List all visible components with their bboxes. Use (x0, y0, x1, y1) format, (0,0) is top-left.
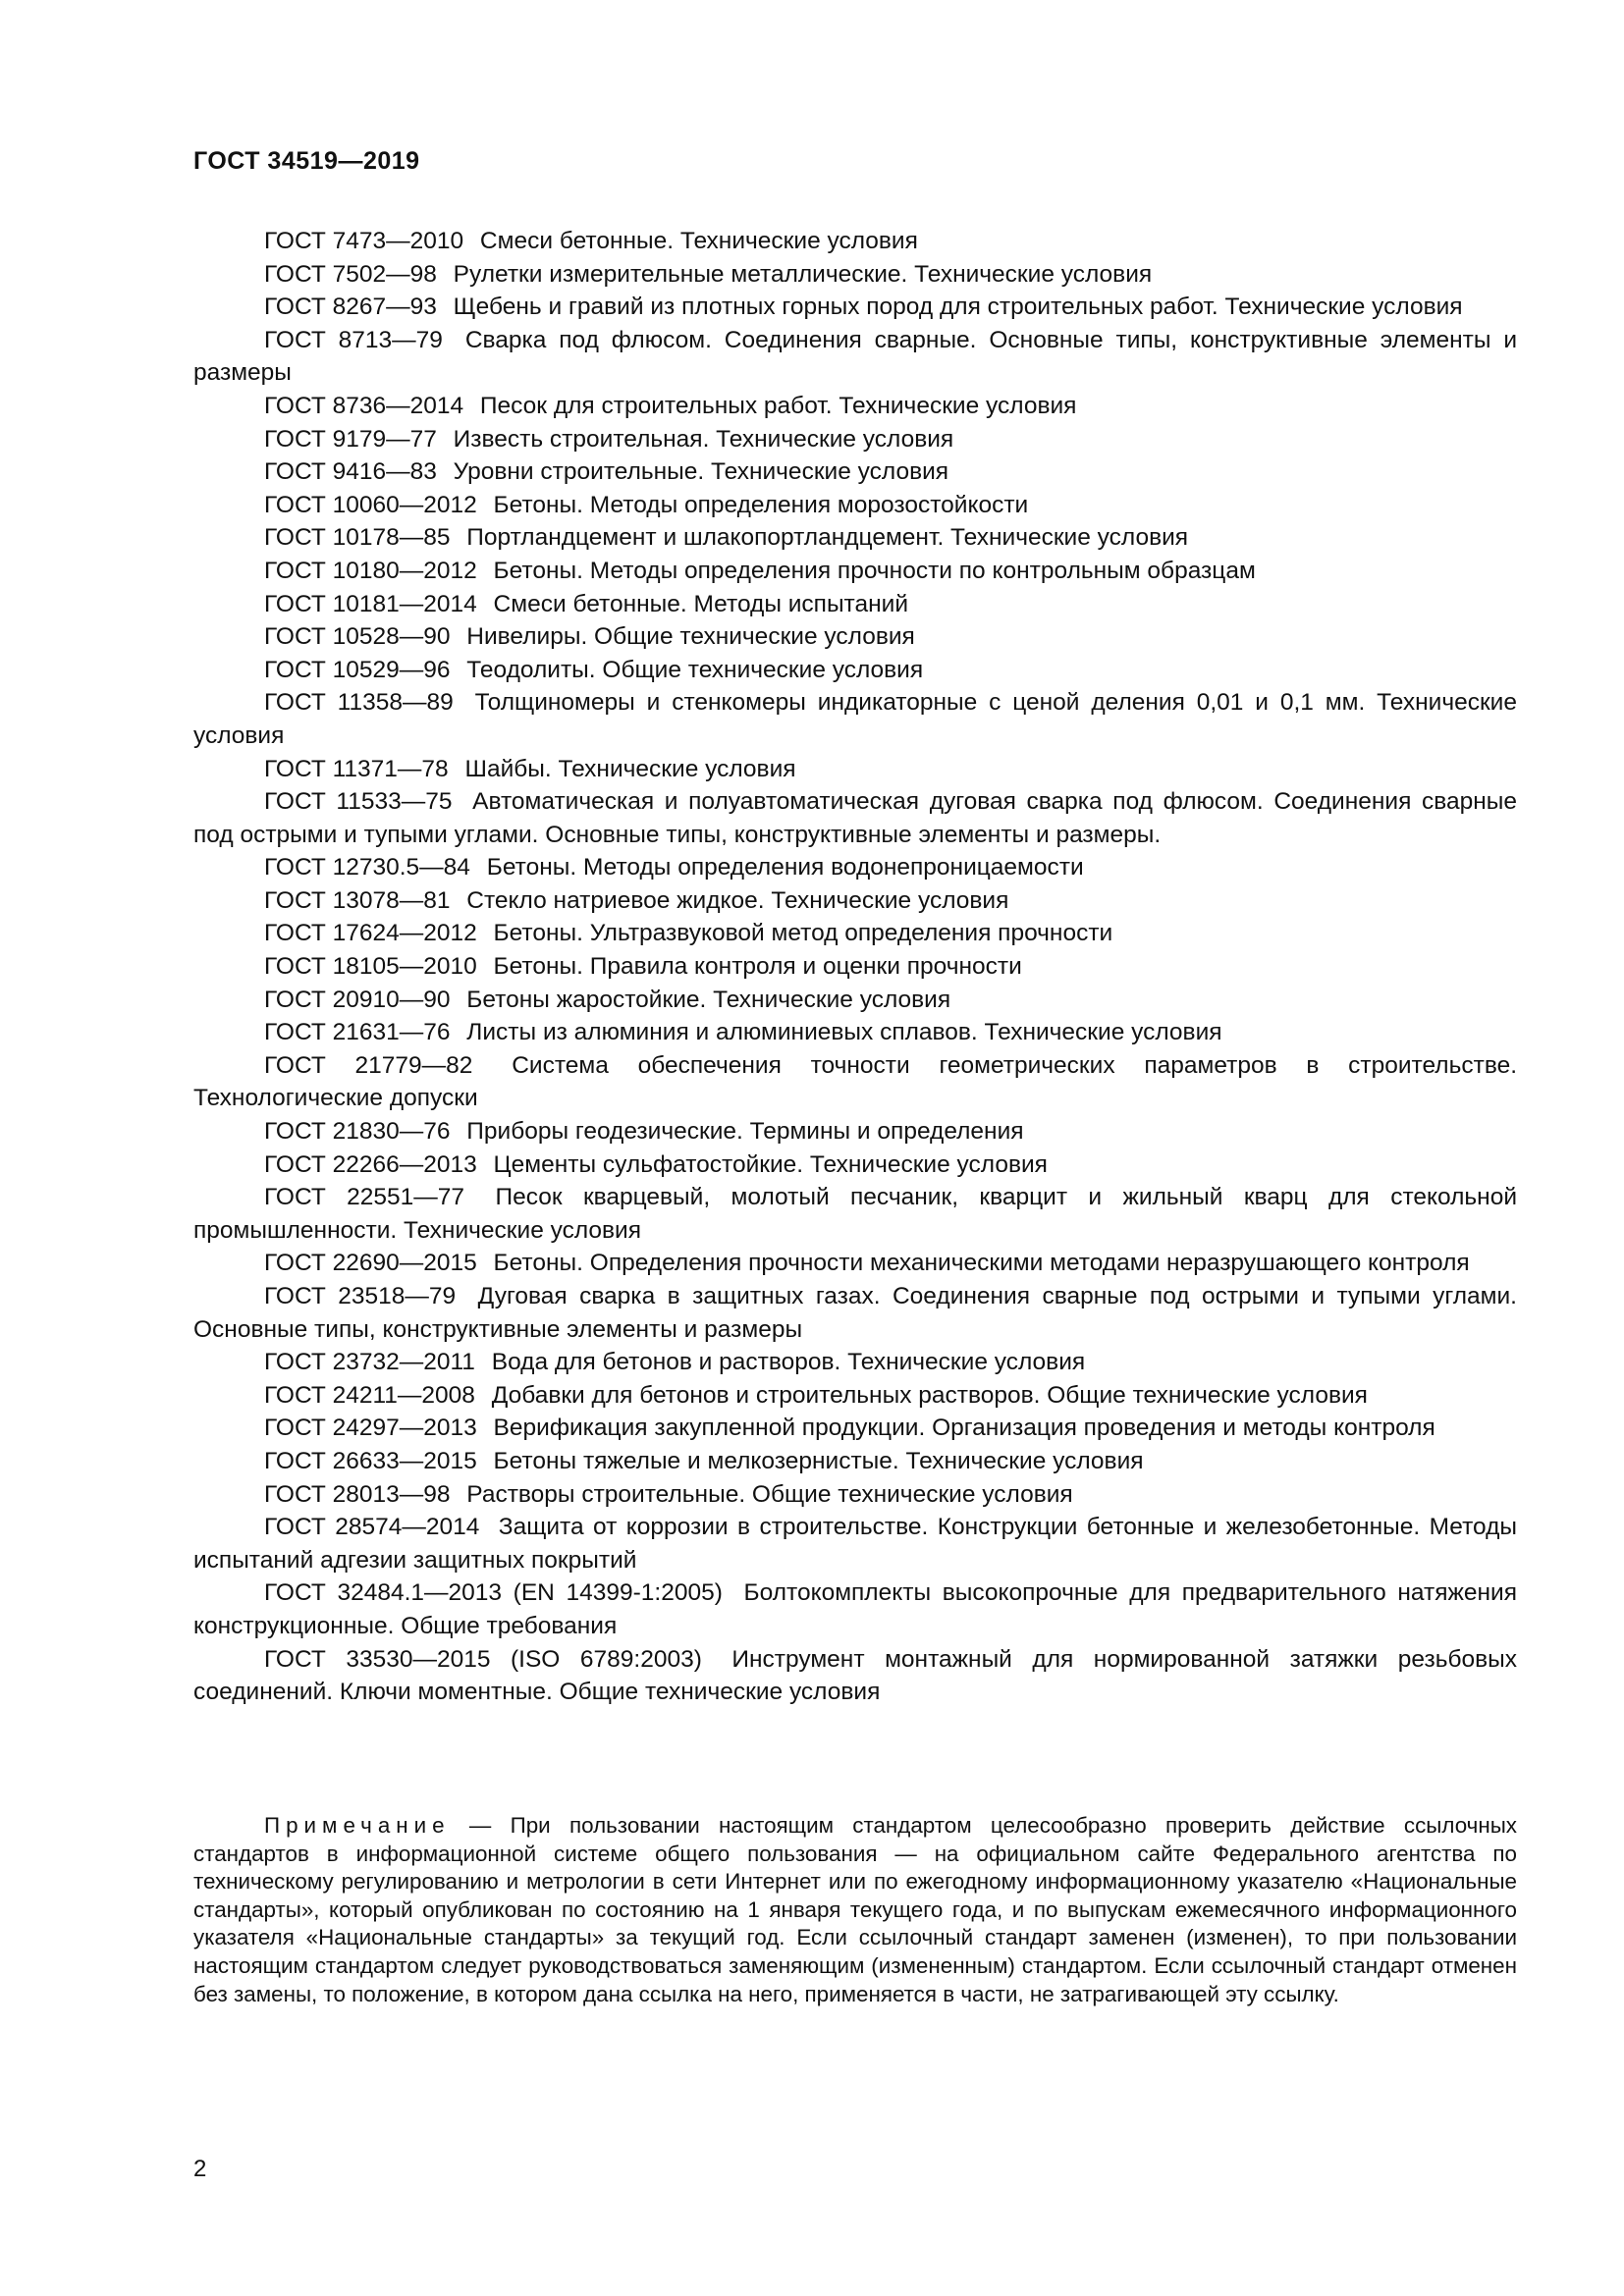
reference-item (193, 258, 1517, 292)
note-text: — При пользовании настоящим стандартом целесообразно проверить действие ссылочных стандартов в информационной системе общего пользования — на официальном сайте Федерального агентства по техническому регулированию и метрологии в сети Интернет или по ежегодному информационному указателю «Национальные стандарты», который опубликован по состоянию на 1 января текущего года, и по выпускам ежемесячного информационного указателя «Национальные стандарты» за текущий год. Если ссылочный стандарт заменен (изменен), то при пользовании настоящим стандартом следует руководствоваться заменяющим (измененным) стандартом. Если ссылочный стандарт отменен без замены, то положение, в котором дана ссылка на него, применяется в части, не затрагивающей эту ссылку. (193, 1813, 1517, 2006)
reference-item (193, 950, 1517, 984)
reference-title: Рулетки измерительные металлические. Технические условия (453, 260, 1153, 288)
reference-code: ГОСТ 9179—77 (264, 425, 437, 453)
reference-title: Автоматическая и полуавтоматическая дуговая сварка под флюсом. Соединения сварные под острыми и тупыми углами. Основные типы, конструктивные элементы и размеры. (193, 788, 1517, 848)
reference-title: Защита от коррозии в строительстве. Конструкции бетонные и железобетонные. Методы испытаний адгезии защитных покрытий (193, 1514, 1518, 1574)
reference-title: Растворы строительные. Общие технические условия (466, 1480, 1073, 1508)
reference-title: Песок для строительных работ. Технические условия (479, 392, 1077, 419)
reference-title: Приборы геодезические. Термины и определения (466, 1118, 1024, 1146)
reference-item (193, 390, 1517, 423)
normative-references-list (193, 225, 1517, 1709)
reference-title: Инструмент монтажный для нормированной затяжки резьбовых соединений. Ключи моментные. Общие технические условия (193, 1645, 1517, 1706)
reference-code: ГОСТ 18105—2010 (264, 953, 477, 981)
reference-item (193, 489, 1517, 522)
reference-code: ГОСТ 13078—81 (264, 886, 451, 914)
reference-item (193, 1049, 1517, 1115)
reference-title: Дуговая сварка в защитных газах. Соединения сварные под острыми и тупыми углами. Основные типы, конструктивные элементы и размеры (193, 1283, 1517, 1343)
reference-code: ГОСТ 22690—2015 (264, 1250, 477, 1277)
reference-code: ГОСТ 32484.1—2013 (EN 14399-1:2005) (264, 1579, 723, 1607)
reference-item (193, 1576, 1517, 1642)
note-label: Примечание (264, 1813, 451, 1838)
reference-title: Щебень и гравий из плотных горных пород для строительных работ. Технические условия (453, 294, 1463, 321)
reference-title: Портландцемент и шлакопортландцемент. Технические условия (466, 524, 1189, 552)
reference-title: Бетоны. Правила контроля и оценки прочности (493, 953, 1022, 981)
reference-code: ГОСТ 22266—2013 (264, 1150, 477, 1178)
reference-code: ГОСТ 21830—76 (264, 1118, 451, 1146)
reference-item (193, 555, 1517, 588)
reference-title: Песок кварцевый, молотый песчаник, кварцит и жильный кварц для стекольной промышленности. Технические условия (193, 1184, 1518, 1244)
reference-item (193, 1280, 1517, 1346)
reference-title: Шайбы. Технические условия (464, 755, 796, 782)
reference-code: ГОСТ 11533—75 (264, 788, 453, 816)
reference-item (193, 1379, 1517, 1413)
note-paragraph (193, 1812, 1517, 2008)
reference-title: Бетоны. Методы определения морозостойкости (493, 491, 1029, 518)
reference-code: ГОСТ 22551—77 (264, 1184, 465, 1211)
reference-item (193, 1346, 1517, 1379)
reference-code: ГОСТ 11371—78 (264, 755, 449, 782)
reference-item (193, 654, 1517, 687)
reference-title: Бетоны. Методы определения водонепроницаемости (486, 854, 1084, 881)
reference-item (193, 1148, 1517, 1182)
reference-code: ГОСТ 24211—2008 (264, 1381, 475, 1409)
reference-title: Толщиномеры и стенкомеры индикаторные с ценой деления 0,01 и 0,1 мм. Технические условия (193, 689, 1517, 749)
reference-title: Верификация закупленной продукции. Организация проведения и методы контроля (493, 1415, 1435, 1442)
reference-code: ГОСТ 10181—2014 (264, 590, 477, 617)
reference-title: Цементы сульфатостойкие. Технические условия (493, 1150, 1048, 1178)
reference-code: ГОСТ 10178—85 (264, 524, 451, 552)
reference-item (193, 1511, 1517, 1576)
reference-code: ГОСТ 7502—98 (264, 260, 437, 288)
reference-code: ГОСТ 28574—2014 (264, 1514, 480, 1541)
reference-item (193, 884, 1517, 918)
reference-item (193, 686, 1517, 752)
reference-code: ГОСТ 23732—2011 (264, 1349, 475, 1376)
reference-title: Бетоны тяжелые и мелкозернистые. Технические условия (493, 1447, 1144, 1474)
reference-item (193, 521, 1517, 555)
reference-item (193, 291, 1517, 324)
reference-code: ГОСТ 17624—2012 (264, 920, 477, 947)
reference-title: Бетоны. Определения прочности механическими методами неразрушающего контроля (493, 1250, 1470, 1277)
reference-code: ГОСТ 8736—2014 (264, 392, 464, 419)
reference-item (193, 851, 1517, 884)
page-number: 2 (193, 2156, 207, 2182)
reference-code: ГОСТ 24297—2013 (264, 1415, 477, 1442)
reference-title: Бетоны. Методы определения прочности по контрольным образцам (493, 557, 1256, 584)
reference-title: Смеси бетонные. Методы испытаний (493, 590, 909, 617)
reference-title: Стекло натриевое жидкое. Технические условия (466, 886, 1009, 914)
reference-item (193, 1115, 1517, 1148)
reference-title: Болтокомплекты высокопрочные для предварительного натяжения конструкционные. Общие требования (193, 1579, 1517, 1639)
reference-code: ГОСТ 8267—93 (264, 294, 437, 321)
reference-title: Бетоны жаростойкие. Технические условия (466, 986, 951, 1013)
reference-item (193, 1643, 1517, 1709)
reference-item (193, 1478, 1517, 1512)
reference-title: Вода для бетонов и растворов. Технические условия (491, 1349, 1086, 1376)
reference-title: Смеси бетонные. Технические условия (479, 228, 918, 254)
reference-title: Добавки для бетонов и строительных растворов. Общие технические условия (491, 1381, 1368, 1409)
reference-code: ГОСТ 21631—76 (264, 1019, 451, 1046)
reference-item (193, 984, 1517, 1017)
reference-item (193, 917, 1517, 950)
reference-item (193, 1412, 1517, 1445)
reference-title: Известь строительная. Технические условия (453, 425, 954, 453)
reference-title: Уровни строительные. Технические условия (453, 458, 949, 486)
reference-code: ГОСТ 9416—83 (264, 458, 437, 486)
reference-item (193, 1445, 1517, 1478)
reference-title: Система обеспечения точности геометрических параметров в строительстве. Технологические допуски (193, 1051, 1518, 1112)
reference-code: ГОСТ 12730.5—84 (264, 854, 470, 881)
reference-code: ГОСТ 23518—79 (264, 1283, 457, 1309)
reference-code: ГОСТ 10528—90 (264, 623, 451, 651)
page-header-title: ГОСТ 34519—2019 (193, 147, 420, 175)
reference-item (193, 620, 1517, 654)
reference-item (193, 588, 1517, 621)
reference-item (193, 1016, 1517, 1049)
reference-title: Теодолиты. Общие технические условия (466, 656, 924, 683)
reference-title: Бетоны. Ультразвуковой метод определения прочности (493, 920, 1113, 947)
reference-item (193, 753, 1517, 786)
reference-item (193, 1247, 1517, 1280)
reference-code: ГОСТ 33530—2015 (ISO 6789:2003) (264, 1645, 702, 1673)
reference-title: Нивелиры. Общие технические условия (466, 623, 915, 651)
reference-code: ГОСТ 20910—90 (264, 986, 451, 1013)
reference-title: Листы из алюминия и алюминиевых сплавов. Технические условия (466, 1019, 1222, 1046)
reference-item (193, 1181, 1517, 1247)
reference-item (193, 225, 1517, 258)
reference-code: ГОСТ 10180—2012 (264, 557, 477, 584)
reference-item (193, 455, 1517, 489)
reference-code: ГОСТ 11358—89 (264, 689, 454, 717)
reference-title: Сварка под флюсом. Соединения сварные. Основные типы, конструктивные элементы и размеры (193, 326, 1518, 387)
reference-code: ГОСТ 8713—79 (264, 326, 443, 353)
reference-item (193, 324, 1517, 390)
reference-code: ГОСТ 21779—82 (264, 1051, 473, 1079)
reference-code: ГОСТ 26633—2015 (264, 1447, 477, 1474)
reference-item (193, 423, 1517, 456)
reference-code: ГОСТ 7473—2010 (264, 228, 464, 254)
reference-code: ГОСТ 10060—2012 (264, 491, 477, 518)
reference-code: ГОСТ 10529—96 (264, 656, 451, 683)
reference-code: ГОСТ 28013—98 (264, 1480, 451, 1508)
reference-item (193, 785, 1517, 851)
